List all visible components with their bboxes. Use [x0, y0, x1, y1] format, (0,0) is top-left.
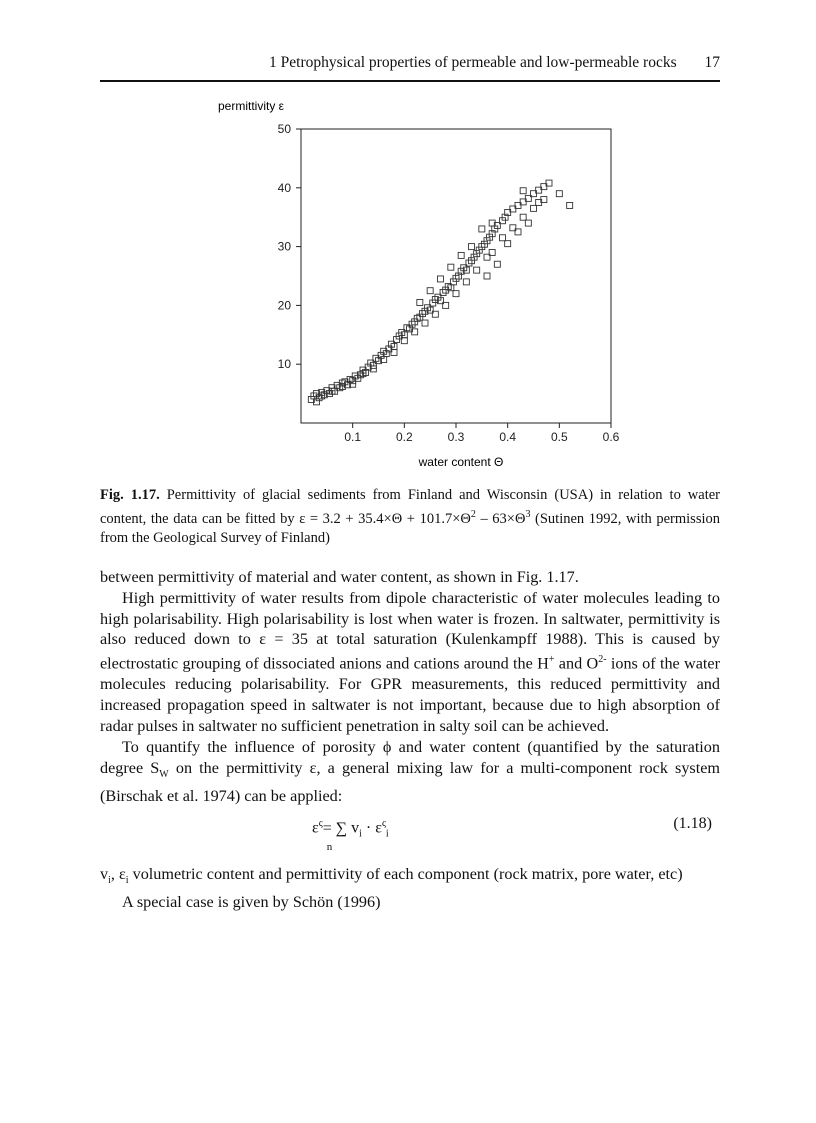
- p3-text-b: on the permittivity ε, a general mixing law for a multi-component rock system (Birschak et al. 1974) can be applied:: [100, 758, 721, 805]
- y-tick-label: 50: [277, 122, 291, 136]
- eq-rhs-sup: ς: [381, 818, 386, 830]
- eq-lhs: ε: [312, 819, 319, 837]
- x-tick-label: 0.6: [602, 430, 620, 444]
- caption-text: Permittivity of glacial sediments from Finland and Wisconsin (USA) in relation to water content, the data can be fitted by ε = 3.2 + 35.4×Θ + 101.7×Θ: [100, 487, 720, 527]
- p2-text-c: ions of the water molecules reducing polarisability. For GPR measurements, this reduced permittivity and increased propagation speed in saltwater is not important, because due to high absorption of radar pulses in saltwater no sufficient penetration in salty soil can be achieved.: [100, 654, 720, 735]
- data-point: [469, 244, 475, 250]
- caption-sup-3: 3: [525, 509, 531, 520]
- p4-text-c: volumetric content and permittivity of each component (rock matrix, pore water, etc): [128, 865, 683, 884]
- equation-1-18: [100, 812, 720, 860]
- p2-sup-plus: +: [548, 654, 555, 666]
- paragraph-2: [100, 588, 720, 737]
- paragraph-1: between permittivity of material and water content, as shown in Fig. 1.17.: [100, 568, 579, 586]
- y-tick-label: 40: [277, 180, 291, 195]
- eq-v: v: [347, 819, 360, 837]
- data-point: [427, 288, 433, 294]
- caption-text-mid: – 63×Θ: [475, 510, 526, 527]
- x-axis-label: water content Θ: [418, 455, 504, 469]
- eq-sum-sign: = ∑: [322, 819, 348, 837]
- x-tick-label: 0.3: [447, 430, 465, 444]
- paragraph-3: [100, 737, 720, 807]
- paragraph-5: A special case is given by Schön (1996): [122, 893, 381, 912]
- p2-sup-2minus: 2-: [598, 654, 607, 666]
- data-point: [438, 276, 444, 282]
- p3-sub-w: W: [159, 768, 169, 780]
- data-point: [453, 291, 459, 297]
- caption-text-tail: (Sutinen 1992, with permission from the Geological Survey of Finland): [100, 510, 720, 546]
- x-tick-label: 0.5: [550, 430, 568, 444]
- data-point: [505, 241, 511, 247]
- figure-caption: [100, 486, 720, 548]
- p3-text-a: To quantify the influence of porosity ϕ and water content (quantified by the saturation degree S: [100, 737, 720, 777]
- running-header: [100, 54, 720, 72]
- eq-sum: [322, 819, 348, 853]
- data-point: [463, 279, 469, 285]
- running-title: 1 Petrophysical properties of permeable and low-permeable rocks: [269, 54, 677, 71]
- p4-text-b: , ε: [110, 865, 126, 884]
- eq-lhs-sup: ς: [318, 818, 323, 830]
- eq-v-sub: i: [359, 828, 362, 840]
- y-tick-label: 10: [277, 357, 291, 372]
- data-point: [458, 252, 464, 258]
- data-point: [520, 214, 526, 220]
- equation-number: (1.18): [673, 815, 712, 833]
- data-point: [448, 264, 454, 270]
- eq-sum-index: n: [326, 840, 333, 853]
- p4-sub-2: i: [125, 875, 129, 887]
- y-tick-label: 30: [277, 239, 291, 254]
- data-point: [474, 267, 480, 273]
- data-point: [494, 261, 500, 267]
- equation-formula: [312, 814, 389, 853]
- x-tick-label: 0.1: [344, 430, 362, 444]
- data-point: [567, 202, 573, 208]
- data-point: [531, 205, 537, 211]
- data-point: [556, 191, 562, 197]
- eq-eps: · ε: [361, 819, 382, 837]
- data-point: [520, 188, 526, 194]
- data-point: [479, 226, 485, 232]
- page-number: 17: [704, 54, 720, 71]
- data-point: [525, 220, 531, 226]
- x-tick-label: 0.4: [499, 430, 517, 444]
- body-text: [100, 567, 720, 913]
- paragraph-4: [100, 864, 720, 892]
- x-tick-label: 0.2: [395, 430, 413, 444]
- caption-sup-2: 2: [470, 509, 476, 520]
- data-point: [484, 273, 490, 279]
- data-point: [500, 235, 506, 241]
- p2-text-b: and O: [554, 654, 599, 673]
- y-axis-label: permittivity ε: [218, 99, 285, 113]
- eq-rhs-sub: i: [385, 828, 389, 840]
- data-point: [417, 299, 423, 305]
- data-point: [422, 320, 428, 326]
- y-tick-label: 20: [277, 298, 291, 313]
- caption-label: Fig. 1.17.: [100, 487, 160, 503]
- permittivity-scatter-chart: [200, 95, 640, 475]
- p4-sub-1: i: [108, 875, 111, 887]
- p2-text-a: High permittivity of water results from dipole characteristic of water molecules leading to high polarisability. High polarisability is lost when water is frozen. In saltwater, permittivity is also reduced down to ε = 35 at total saturation (Kulenkampff 1988). This is caused by electrostatic grouping of dissociated anions and cations around the H: [100, 588, 720, 673]
- header-rule: [100, 80, 720, 82]
- p4-text-a: v: [100, 865, 109, 884]
